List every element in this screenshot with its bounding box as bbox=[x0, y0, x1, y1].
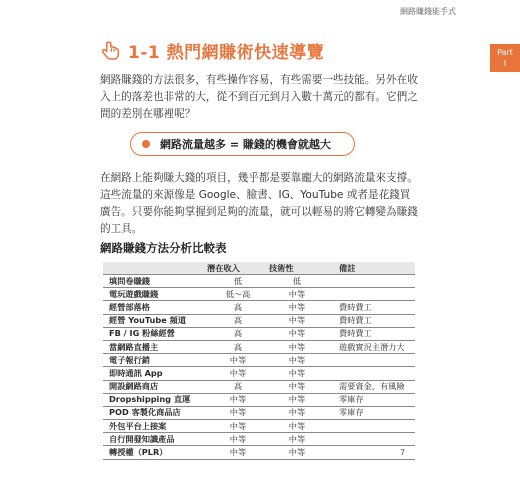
method-cell: Dropshipping 直運 bbox=[103, 393, 207, 406]
technique-cell: 中等 bbox=[269, 288, 325, 301]
table-row bbox=[103, 327, 415, 340]
method-cell: 電子報行銷 bbox=[103, 354, 207, 367]
table-row bbox=[103, 420, 415, 433]
income-cell: 低 bbox=[207, 275, 269, 288]
method-cell: 當網路直播主 bbox=[103, 340, 207, 353]
income-cell: 中等 bbox=[207, 446, 269, 459]
technique-cell: 中等 bbox=[269, 406, 325, 419]
table-row bbox=[103, 354, 415, 367]
income-cell: 高 bbox=[207, 314, 269, 327]
technique-cell: 中等 bbox=[269, 314, 325, 327]
bullet-dot-icon bbox=[142, 140, 150, 148]
part-tab bbox=[490, 44, 520, 72]
technique-cell: 中等 bbox=[269, 380, 325, 393]
callout-box bbox=[130, 132, 355, 156]
technique-cell: 中等 bbox=[269, 393, 325, 406]
table-header-row bbox=[103, 262, 415, 275]
table-row bbox=[103, 393, 415, 406]
technique-cell: 中等 bbox=[269, 340, 325, 353]
note-cell: 零庫存 bbox=[325, 406, 415, 419]
page-number: 7 bbox=[400, 448, 406, 457]
technique-cell: 中等 bbox=[269, 433, 325, 446]
note-cell: 費時費工 bbox=[325, 327, 415, 340]
table-row bbox=[103, 275, 415, 288]
table-row bbox=[103, 433, 415, 446]
table-row bbox=[103, 406, 415, 419]
method-cell: POD 客製化商品店 bbox=[103, 406, 207, 419]
method-cell: 開設網路商店 bbox=[103, 380, 207, 393]
income-cell: 高 bbox=[207, 327, 269, 340]
header-method bbox=[103, 262, 207, 275]
income-cell: 中等 bbox=[207, 367, 269, 380]
callout-text: 網路流量越多 = 賺錢的機會就越大 bbox=[160, 138, 331, 151]
section-title: 1-1 熱門網賺術快速導覽 bbox=[128, 43, 325, 63]
method-cell: 自行開發知識產品 bbox=[103, 433, 207, 446]
technique-cell: 中等 bbox=[269, 327, 325, 340]
income-cell: 中等 bbox=[207, 420, 269, 433]
income-cell: 中等 bbox=[207, 433, 269, 446]
table-row bbox=[103, 340, 415, 353]
table-row bbox=[103, 367, 415, 380]
technique-cell: 中等 bbox=[269, 354, 325, 367]
technique-cell: 中等 bbox=[269, 420, 325, 433]
table-row bbox=[103, 288, 415, 301]
technique-cell: 中等 bbox=[269, 367, 325, 380]
method-cell: 經營 YouTube 頻道 bbox=[103, 314, 207, 327]
income-cell: 高 bbox=[207, 380, 269, 393]
method-cell: 經營部落格 bbox=[103, 301, 207, 314]
comparison-table bbox=[103, 262, 415, 460]
technique-cell: 中等 bbox=[269, 301, 325, 314]
income-cell: 中等 bbox=[207, 354, 269, 367]
section-heading bbox=[100, 38, 324, 63]
part-tab-label: Part bbox=[497, 48, 513, 57]
note-cell: 遊戲實況主潛力大 bbox=[325, 340, 415, 353]
method-cell: 轉授權（PLR） bbox=[103, 446, 207, 459]
method-cell: 外包平台上接案 bbox=[103, 420, 207, 433]
note-cell: 需要資金，有風險 bbox=[325, 380, 415, 393]
note-cell: 零庫存 bbox=[325, 393, 415, 406]
income-cell: 高 bbox=[207, 301, 269, 314]
note-cell bbox=[325, 275, 415, 288]
running-header: 網路賺錢能手式 bbox=[400, 7, 456, 16]
method-cell: 電玩遊戲賺錢 bbox=[103, 288, 207, 301]
part-tab-number: I bbox=[503, 59, 507, 68]
method-cell: 填問卷賺錢 bbox=[103, 275, 207, 288]
income-cell: 低～高 bbox=[207, 288, 269, 301]
note-cell bbox=[325, 367, 415, 380]
technique-cell: 低 bbox=[269, 275, 325, 288]
header-note: 備註 bbox=[325, 262, 415, 275]
income-cell: 中等 bbox=[207, 393, 269, 406]
note-cell bbox=[325, 420, 415, 433]
note-cell bbox=[325, 288, 415, 301]
note-cell: 費時費工 bbox=[325, 301, 415, 314]
table-row bbox=[103, 314, 415, 327]
table-row bbox=[103, 380, 415, 393]
method-cell: 即時通訊 App bbox=[103, 367, 207, 380]
method-cell: FB / IG 粉絲經營 bbox=[103, 327, 207, 340]
table-row bbox=[103, 446, 415, 459]
header-income: 潛在收入 bbox=[207, 262, 269, 275]
table-row bbox=[103, 301, 415, 314]
income-cell: 高 bbox=[207, 340, 269, 353]
note-cell: 費時費工 bbox=[325, 314, 415, 327]
note-cell bbox=[325, 354, 415, 367]
body-paragraph: 在網路上能夠賺大錢的項目，幾乎都是要靠龐大的網路流量來支撐。這些流量的來源像是 Google、臉書、IG、YouTube 或者是花錢買廣告。只要你能夠掌握到足夠的流量，就可以輕易的將它轉變為賺錢的工具。 bbox=[100, 172, 418, 235]
intro-paragraph: 網路賺錢的方法很多，有些操作容易，有些需要一些技能。另外在收入上的落差也非常的大，從不到百元到月入數十萬元的都有。它們之間的差別在哪裡呢？ bbox=[100, 74, 418, 120]
table-title: 網路賺錢方法分析比較表 bbox=[100, 241, 227, 255]
income-cell: 中等 bbox=[207, 406, 269, 419]
note-cell bbox=[325, 433, 415, 446]
pointing-hand-icon bbox=[100, 40, 122, 62]
technique-cell: 中等 bbox=[269, 446, 325, 459]
header-technique: 技術性 bbox=[269, 262, 325, 275]
